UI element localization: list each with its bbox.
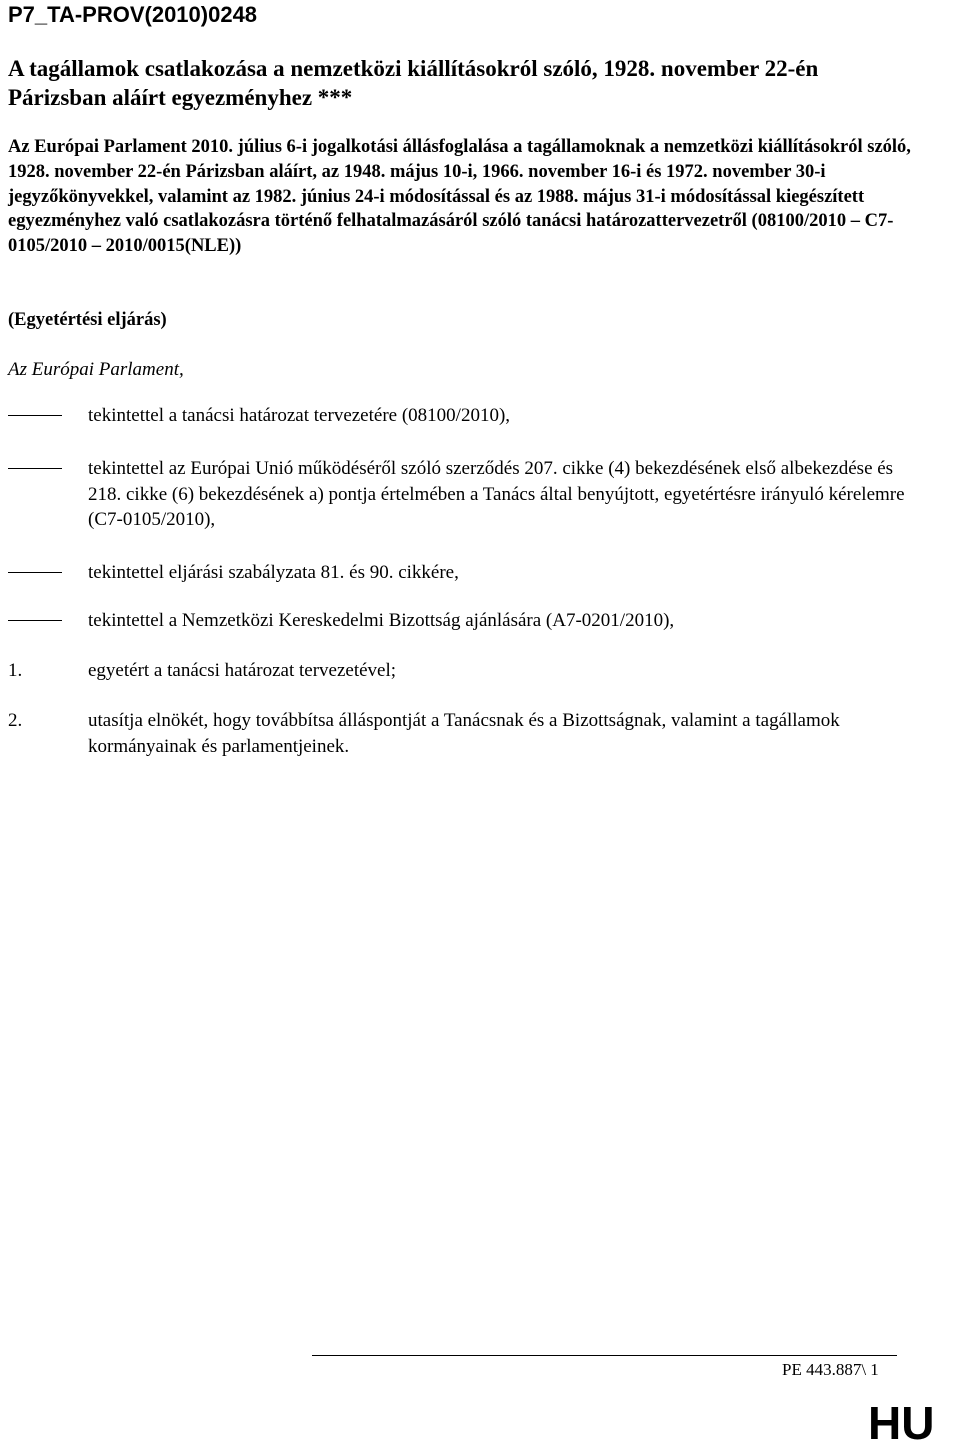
point-text: utasítja elnökét, hogy továbbítsa álláspontját a Tanácsnak és a Bizottságnak, valamint a tagállamok kormányainak és parlamentjeinek.: [88, 710, 840, 757]
dash-bullet: [8, 620, 62, 621]
document-title: A tagállamok csatlakozása a nemzetközi kiállításokról szóló, 1928. november 22-én Párizsban aláírt egyezményhez ***: [8, 56, 819, 110]
resolution-heading: Az Európai Parlament 2010. július 6-i jogalkotási állásfoglalása a tagállamoknak a nemzetközi kiállításokról szóló, 1928. november 22-én Párizsban aláírt, az 1948. május 10-i, 1966. november 16-i és 1972. november 30-i jegyzőkönyvekkel, valamint az 1982. június 24-i módosítással és az 1988. május 31-i módosítással kiegészített egyezményhez való csatlakozásra történő felhatalmazásáról szóló tanácsi határozattervezetről (08100/2010 – C7-0105/2010 – 2010/0015(NLE)): [8, 137, 911, 257]
citation-text: tekintettel eljárási szabályzata 81. és 90. cikkére,: [88, 562, 459, 583]
citation-text: tekintettel az Európai Unió működéséről szóló szerződés 207. cikke (4) bekezdésének első albekezdése és 218. cikke (6) bekezdésének a) pontja értelmében a Tanács által benyújtott, egyetértésre irányuló kérelemre (C7-0105/2010),: [88, 458, 905, 530]
page-reference: PE 443.887\ 1: [782, 1360, 879, 1379]
dash-bullet: [8, 468, 62, 469]
procedure-type: (Egyetértési eljárás): [8, 310, 167, 330]
citation-text: tekintettel a Nemzetközi Kereskedelmi Bizottság ajánlására (A7-0201/2010),: [88, 610, 675, 631]
point-number: 2.: [8, 710, 23, 731]
point-text: egyetért a tanácsi határozat tervezetével;: [88, 660, 397, 681]
citation-text: tekintettel a tanácsi határozat tervezetére (08100/2010),: [88, 405, 511, 426]
language-code: HU: [868, 1397, 935, 1449]
footer-divider: [312, 1355, 897, 1356]
point-number: 1.: [8, 660, 23, 681]
intro-line: Az Európai Parlament,: [8, 359, 184, 380]
dash-bullet: [8, 415, 62, 416]
document-reference: P7_TA-PROV(2010)0248: [8, 2, 258, 27]
dash-bullet: [8, 572, 62, 573]
